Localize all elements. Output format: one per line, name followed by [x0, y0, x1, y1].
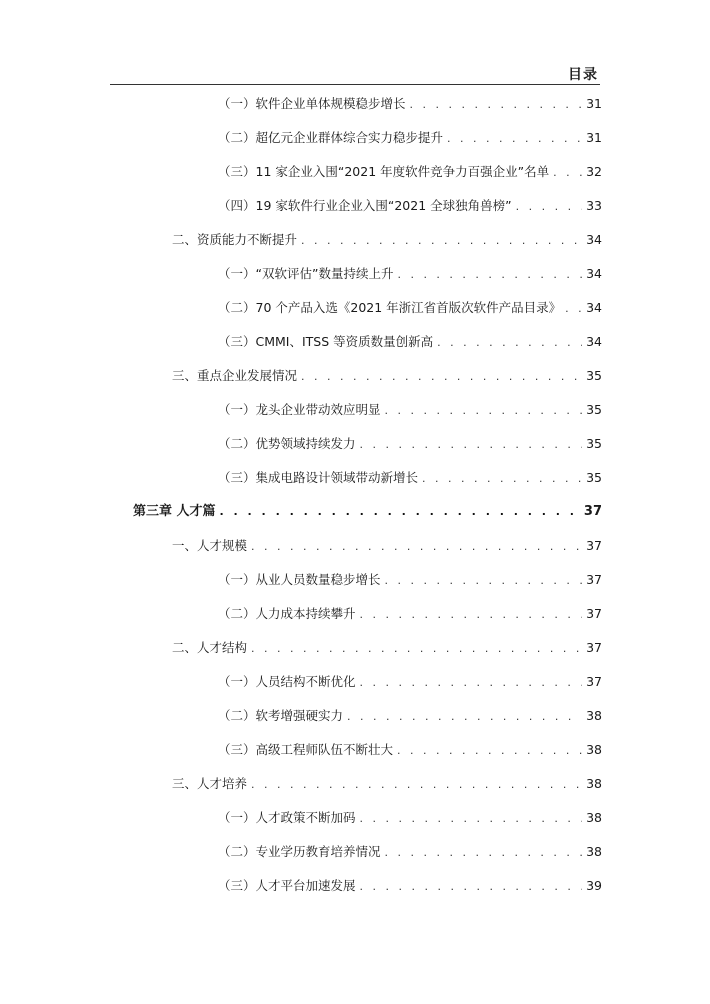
- toc-page-number: 31: [586, 130, 602, 145]
- toc-entry[interactable]: [218, 808, 602, 828]
- toc-entry-label: （二）70 个产品入选《2021 年浙江省首版次软件产品目录》: [218, 300, 562, 315]
- toc-section-entry[interactable]: [172, 536, 602, 556]
- toc-page-number: 35: [586, 368, 602, 383]
- toc-leader-dots: [360, 809, 583, 829]
- toc-entry-label: （一）人才政策不断加码: [218, 810, 356, 825]
- toc-entry-label: 二、资质能力不断提升: [172, 232, 298, 247]
- toc-page-number: 37: [586, 640, 602, 655]
- toc-leader-dots: [553, 163, 582, 183]
- toc-page-number: 37: [586, 606, 602, 621]
- toc-leader-dots: [220, 502, 580, 522]
- toc-page-number: 35: [586, 436, 602, 451]
- toc-entry[interactable]: [218, 298, 602, 318]
- toc-entry-label: （二）优势领域持续发力: [218, 436, 356, 451]
- toc-leader-dots: [397, 741, 582, 761]
- toc-leader-dots: [385, 571, 583, 591]
- toc-section-entry[interactable]: [172, 638, 602, 658]
- toc-leader-dots: [360, 877, 583, 897]
- toc-leader-dots: [385, 843, 583, 863]
- toc-entry-label: （三）11 家企业入围“2021 年度软件竞争力百强企业”名单: [218, 164, 550, 179]
- toc-entry[interactable]: [218, 706, 602, 726]
- toc-entry-label: 三、重点企业发展情况: [172, 368, 298, 383]
- running-header-title: 目录: [568, 67, 598, 83]
- toc-section-entry[interactable]: [172, 230, 602, 250]
- toc-page-number: 38: [586, 708, 602, 723]
- toc-entry[interactable]: [218, 332, 602, 352]
- toc-entry-label: 第三章 人才篇: [133, 504, 216, 519]
- toc-page-number: 35: [586, 402, 602, 417]
- toc-entry-label: （三）CMMI、ITSS 等资质数量创新高: [218, 334, 434, 349]
- toc-page-number: 34: [586, 300, 602, 315]
- toc-leader-dots: [301, 231, 582, 251]
- toc-entry-label: （三）高级工程师队伍不断壮大: [218, 742, 394, 757]
- toc-page-number: 39: [586, 878, 602, 893]
- toc-leader-dots: [360, 673, 583, 693]
- toc-entry-label: （二）专业学历教育培养情况: [218, 844, 381, 859]
- toc-leader-dots: [301, 367, 582, 387]
- toc-leader-dots: [347, 707, 582, 727]
- toc-page-number: 34: [586, 334, 602, 349]
- toc-page-number: 37: [586, 572, 602, 587]
- toc-entry[interactable]: [218, 740, 602, 760]
- toc-leader-dots: [251, 775, 582, 795]
- toc-entry[interactable]: [218, 400, 602, 420]
- toc-page-number: 33: [586, 198, 602, 213]
- toc-entry[interactable]: [218, 434, 602, 454]
- toc-leader-dots: [437, 333, 582, 353]
- toc-entry-label: （二）人力成本持续攀升: [218, 606, 356, 621]
- toc-page-number: 35: [586, 470, 602, 485]
- toc-entry-label: （二）软考增强硬实力: [218, 708, 344, 723]
- toc-leader-dots: [360, 605, 583, 625]
- toc-page-number: 32: [586, 164, 602, 179]
- toc-entry[interactable]: [218, 94, 602, 114]
- toc-page-number: 38: [586, 810, 602, 825]
- toc-leader-dots: [360, 435, 583, 455]
- toc-page-number: 38: [586, 776, 602, 791]
- toc-entry[interactable]: [218, 468, 602, 488]
- toc-page-number: 38: [586, 742, 602, 757]
- toc-leader-dots: [251, 537, 582, 557]
- toc-entry[interactable]: [218, 570, 602, 590]
- toc-entry[interactable]: [218, 264, 602, 284]
- toc-entry[interactable]: [218, 604, 602, 624]
- toc-chapter-entry[interactable]: [133, 502, 602, 522]
- toc-entry[interactable]: [218, 672, 602, 692]
- toc-entry[interactable]: [218, 196, 602, 216]
- toc-leader-dots: [422, 469, 582, 489]
- toc-leader-dots: [397, 265, 582, 285]
- toc-section-entry[interactable]: [172, 366, 602, 386]
- toc-entry-label: 二、人才结构: [172, 640, 248, 655]
- toc-entry[interactable]: [218, 162, 602, 182]
- toc-entry-label: （四）19 家软件行业企业入围“2021 全球独角兽榜”: [218, 198, 512, 213]
- toc-leader-dots: [385, 401, 583, 421]
- toc-leader-dots: [447, 129, 582, 149]
- toc-page-number: 34: [586, 232, 602, 247]
- toc-entry-label: （二）超亿元企业群体综合实力稳步提升: [218, 130, 444, 145]
- toc-leader-dots: [565, 299, 582, 319]
- toc-leader-dots: [516, 197, 582, 217]
- toc-entry[interactable]: [218, 842, 602, 862]
- toc-entry-label: （一）“双软评估”数量持续上升: [218, 266, 394, 281]
- toc-page-number: 31: [586, 96, 602, 111]
- toc-section-entry[interactable]: [172, 774, 602, 794]
- toc-leader-dots: [251, 639, 582, 659]
- toc-entry-label: （一）人员结构不断优化: [218, 674, 356, 689]
- toc-entry-label: （一）龙头企业带动效应明显: [218, 402, 381, 417]
- toc-entry-label: 一、人才规模: [172, 538, 248, 553]
- toc-page-number: 37: [586, 674, 602, 689]
- toc-leader-dots: [410, 95, 583, 115]
- toc-page-number: 34: [586, 266, 602, 281]
- toc-entry-label: （三）集成电路设计领域带动新增长: [218, 470, 419, 485]
- toc-entry[interactable]: [218, 876, 602, 896]
- toc-entry-label: （三）人才平台加速发展: [218, 878, 356, 893]
- header-rule: [110, 84, 600, 85]
- toc-entry[interactable]: [218, 128, 602, 148]
- toc-page-number: 38: [586, 844, 602, 859]
- toc-entry-label: （一）从业人员数量稳步增长: [218, 572, 381, 587]
- toc-entry-label: 三、人才培养: [172, 776, 248, 791]
- toc-page-number: 37: [583, 504, 602, 519]
- toc-entry-label: （一）软件企业单体规模稳步增长: [218, 96, 406, 111]
- toc-page-number: 37: [586, 538, 602, 553]
